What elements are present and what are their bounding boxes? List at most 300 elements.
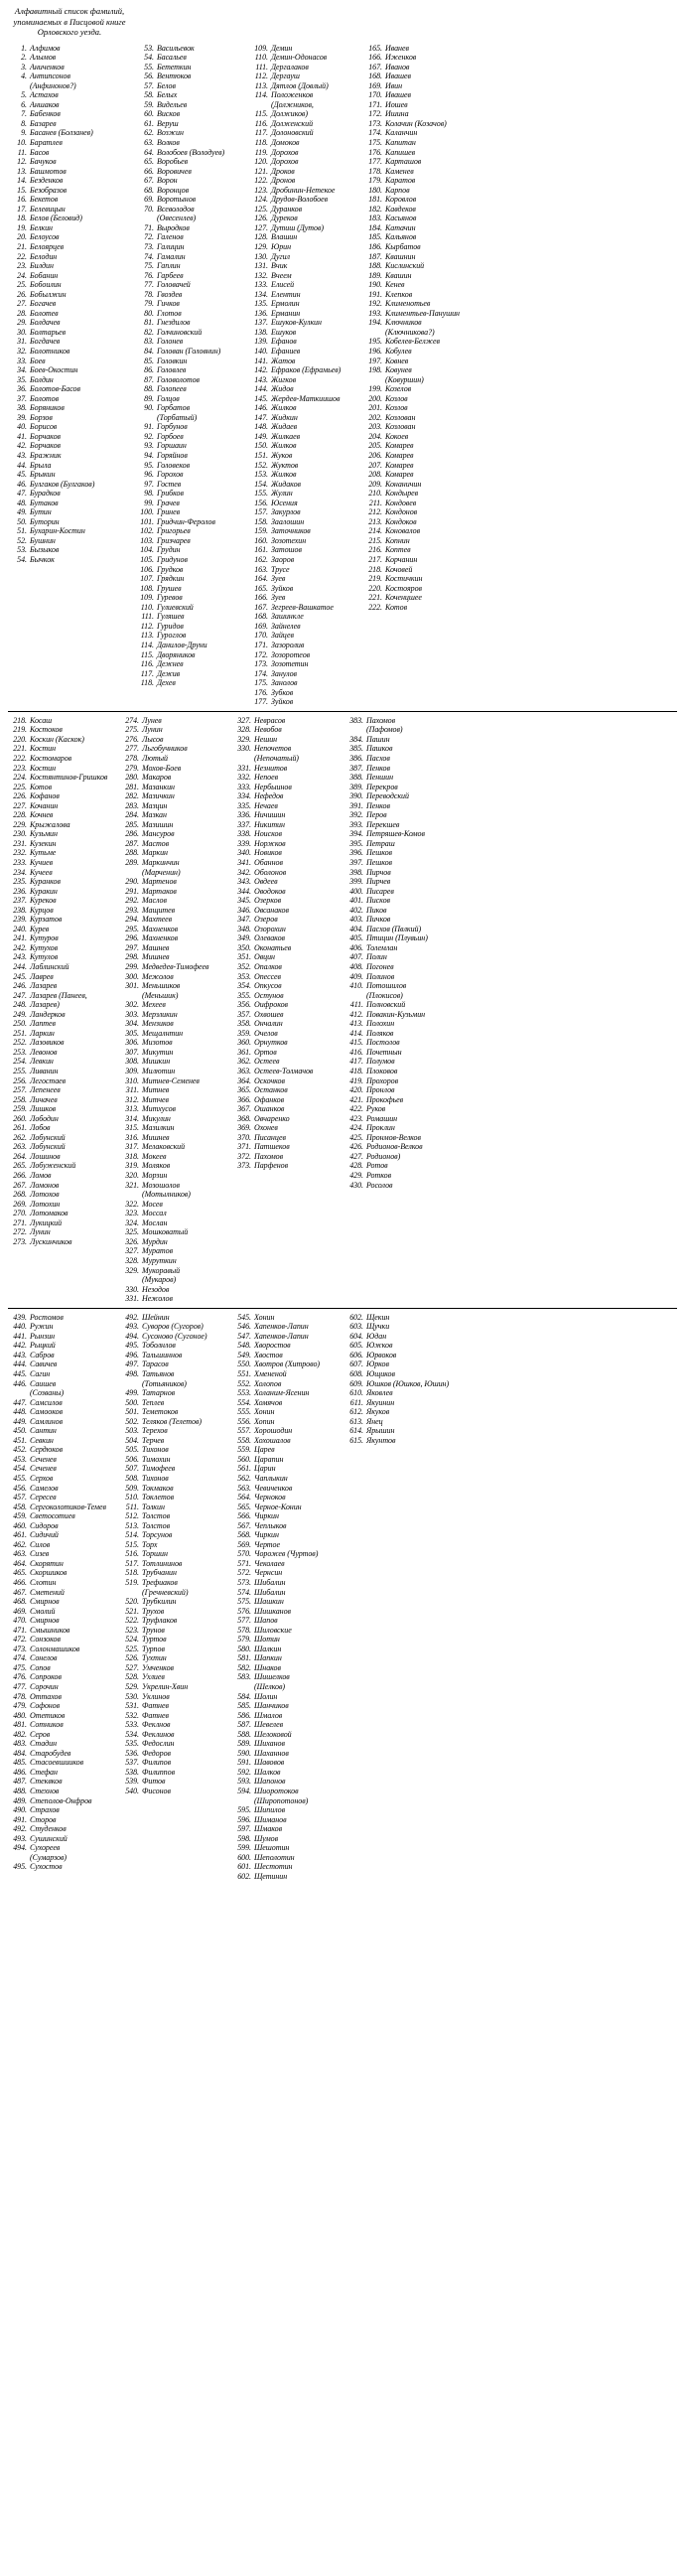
list-item-number: 409. bbox=[349, 971, 363, 981]
list-item-number: 345. bbox=[237, 896, 251, 906]
list-item-number: 453. bbox=[13, 1454, 27, 1464]
list-item bbox=[135, 290, 245, 300]
list-item bbox=[120, 1152, 228, 1162]
list-item-number: 181. bbox=[368, 195, 382, 205]
list-item bbox=[249, 365, 359, 375]
list-item-label: Тимохин bbox=[142, 1454, 171, 1464]
list-item-number: 425. bbox=[349, 1132, 363, 1142]
list-item-number: 548. bbox=[237, 1341, 251, 1351]
list-item bbox=[232, 1645, 341, 1654]
list-item-number: 82. bbox=[144, 327, 154, 337]
list-item bbox=[8, 906, 116, 916]
list-item-label: Зайнелев bbox=[271, 621, 301, 631]
list-item bbox=[232, 887, 341, 897]
list-item bbox=[8, 915, 116, 925]
list-item-label: Борзов bbox=[30, 412, 53, 422]
list-item-number: 593. bbox=[237, 1777, 251, 1787]
list-item bbox=[232, 744, 341, 754]
list-item bbox=[8, 1739, 116, 1749]
list-item bbox=[344, 1181, 453, 1191]
list-item-number: 25. bbox=[17, 280, 27, 290]
list-item bbox=[232, 933, 341, 943]
list-item-number: 504. bbox=[125, 1435, 139, 1445]
list-item bbox=[249, 432, 359, 442]
list-item bbox=[8, 461, 131, 471]
list-item-number: 598. bbox=[237, 1833, 251, 1843]
list-item-number: 67. bbox=[144, 176, 154, 186]
list-item-number: 277. bbox=[125, 744, 139, 754]
list-item-number: 169. bbox=[254, 621, 268, 631]
list-item bbox=[8, 877, 116, 887]
list-item-number: 114. bbox=[140, 640, 154, 649]
list-item-number: 579. bbox=[237, 1635, 251, 1645]
list-item bbox=[232, 1322, 341, 1332]
list-item bbox=[344, 1351, 450, 1360]
list-item-label: Грядкин bbox=[157, 574, 185, 584]
list-item-number: 174. bbox=[254, 668, 268, 678]
list-item bbox=[8, 1777, 116, 1787]
list-item-label: Шиловские bbox=[254, 1625, 292, 1635]
list-item-number: 208. bbox=[368, 470, 382, 480]
list-item bbox=[135, 53, 245, 63]
list-item-label: Бачуков bbox=[30, 157, 57, 167]
list-item-number: 518. bbox=[125, 1568, 139, 1578]
list-item-label: Шиманов bbox=[254, 1814, 287, 1824]
list-item bbox=[344, 1407, 450, 1417]
column-3 bbox=[249, 44, 363, 707]
list-item-label: Комарев bbox=[385, 470, 414, 480]
list-item bbox=[344, 1332, 450, 1342]
list-item-number: 474. bbox=[13, 1653, 27, 1663]
list-item bbox=[120, 1616, 228, 1626]
list-item-label: Сонзоков bbox=[30, 1635, 61, 1645]
list-item-number: 202. bbox=[368, 412, 382, 422]
list-item bbox=[363, 223, 474, 233]
list-item-label: Сторов bbox=[30, 1814, 57, 1824]
list-item-number: 47. bbox=[17, 489, 27, 499]
list-item-number: 284. bbox=[125, 810, 139, 820]
list-item bbox=[120, 1067, 228, 1076]
list-item-label: Озорохин bbox=[254, 924, 286, 933]
list-item bbox=[120, 1200, 228, 1210]
list-item bbox=[135, 128, 245, 138]
list-item bbox=[363, 186, 474, 196]
list-item bbox=[135, 536, 245, 546]
list-item-number: 168. bbox=[254, 612, 268, 622]
list-item-number: 326. bbox=[125, 1236, 139, 1246]
list-item-label: Царев bbox=[254, 1445, 275, 1455]
list-item-number: 476. bbox=[13, 1672, 27, 1682]
list-item-number: 144. bbox=[254, 384, 268, 394]
list-item bbox=[249, 413, 359, 423]
list-item-label: Дворяников bbox=[157, 649, 196, 659]
list-item-number: 4. bbox=[21, 72, 27, 81]
list-item bbox=[8, 357, 131, 366]
list-item-label: Ерманин bbox=[271, 308, 301, 318]
list-item-number: 410. bbox=[349, 981, 363, 991]
list-item-number: 609. bbox=[349, 1378, 363, 1388]
list-item-label: Сотников bbox=[30, 1720, 64, 1730]
list-item-number: 221. bbox=[368, 593, 382, 603]
list-item-number: 566. bbox=[237, 1511, 251, 1521]
list-item-label: Гаплин bbox=[157, 261, 181, 271]
list-item bbox=[344, 1313, 450, 1323]
list-item bbox=[8, 1493, 116, 1503]
list-item-number: 600. bbox=[237, 1852, 251, 1862]
list-item-number: 564. bbox=[237, 1493, 251, 1503]
list-item-label: Гнездилов bbox=[157, 318, 191, 328]
list-item-label: Чертое bbox=[254, 1539, 280, 1549]
list-item-label: Выродков bbox=[157, 222, 190, 232]
list-item bbox=[232, 1351, 341, 1360]
list-item bbox=[249, 81, 359, 91]
list-item bbox=[120, 1161, 228, 1171]
list-item-number: 354. bbox=[237, 981, 251, 991]
list-item-label: Межолов bbox=[142, 971, 174, 981]
list-item bbox=[120, 1181, 228, 1191]
list-item-label: Незнитов bbox=[254, 763, 288, 773]
list-item-label: Пасхов (Пвлкий) bbox=[366, 924, 422, 933]
list-item-label: Костоков bbox=[30, 725, 63, 735]
list-item-number: 52. bbox=[17, 535, 27, 545]
list-item bbox=[363, 507, 474, 517]
list-item-number: 450. bbox=[13, 1426, 27, 1436]
list-item-number: 55. bbox=[144, 62, 154, 72]
list-item-label: Очелов bbox=[254, 1028, 278, 1038]
list-item bbox=[363, 176, 474, 186]
list-item-label: Копнин bbox=[385, 535, 410, 545]
list-item-label: Мелаковский bbox=[142, 1142, 186, 1152]
list-item-number: 473. bbox=[13, 1644, 27, 1653]
list-item bbox=[232, 1076, 341, 1086]
list-item-number: 344. bbox=[237, 886, 251, 896]
list-item-label: Чиркин bbox=[254, 1511, 279, 1521]
list-item-number: 136. bbox=[254, 308, 268, 318]
list-item bbox=[120, 1266, 228, 1276]
list-item-number: 253. bbox=[13, 1047, 27, 1057]
list-item-number: 108. bbox=[140, 583, 154, 593]
list-item bbox=[120, 896, 228, 906]
list-item-label: Охонев bbox=[254, 1123, 278, 1133]
list-item-label: Курзатов bbox=[30, 915, 63, 925]
list-item-number: 492. bbox=[125, 1312, 139, 1322]
list-item-number: 607. bbox=[349, 1360, 363, 1369]
list-item bbox=[120, 1388, 228, 1398]
list-item-number: 109. bbox=[140, 593, 154, 603]
list-item bbox=[344, 1417, 450, 1427]
list-item-label: Клименотьев bbox=[385, 299, 431, 309]
list-item-number: 552. bbox=[237, 1378, 251, 1388]
list-item-label: Скоршиков bbox=[30, 1568, 68, 1578]
list-item-number: 612. bbox=[349, 1407, 363, 1417]
list-item-label: Возжин bbox=[157, 128, 184, 138]
surname-list bbox=[344, 716, 453, 1190]
list-item-number: 255. bbox=[13, 1067, 27, 1076]
list-item bbox=[344, 1322, 450, 1332]
list-item-number: 457. bbox=[13, 1493, 27, 1503]
list-item-number: 396. bbox=[349, 848, 363, 858]
list-item-number: 16. bbox=[17, 195, 27, 205]
list-item-label: Бухарин-Костин bbox=[30, 526, 85, 536]
list-item bbox=[363, 461, 474, 471]
list-item bbox=[232, 943, 341, 953]
list-item-number: 468. bbox=[13, 1597, 27, 1607]
list-item-label: Бутаков bbox=[30, 498, 59, 507]
list-item-label: (Торбатый) bbox=[157, 412, 198, 422]
list-item bbox=[363, 90, 474, 100]
list-item-label: Зубков bbox=[271, 687, 294, 697]
list-item bbox=[8, 820, 116, 830]
list-item bbox=[8, 1048, 116, 1058]
list-item bbox=[363, 271, 474, 281]
list-item-label: Хворостов bbox=[254, 1341, 291, 1351]
list-item-label: Коскин (Каскок) bbox=[30, 734, 84, 744]
list-item-label: Котов bbox=[385, 602, 408, 612]
columns-block-2 bbox=[8, 716, 677, 1304]
list-item-label: Лунин bbox=[30, 1227, 51, 1237]
list-item bbox=[249, 223, 359, 233]
list-item bbox=[135, 100, 245, 110]
list-item-number: 545. bbox=[237, 1312, 251, 1322]
list-item-label: Гуридов bbox=[157, 621, 184, 631]
list-item-number: 596. bbox=[237, 1814, 251, 1824]
list-item-number: 444. bbox=[13, 1360, 27, 1369]
list-item bbox=[8, 242, 131, 252]
list-item-number: 319. bbox=[125, 1161, 139, 1171]
list-item-number: 112. bbox=[254, 72, 268, 81]
list-item-label: Лобунский bbox=[30, 1132, 66, 1142]
list-item bbox=[232, 1142, 341, 1152]
list-item bbox=[249, 641, 359, 650]
list-item bbox=[232, 1568, 341, 1578]
list-item-number: 414. bbox=[349, 1028, 363, 1038]
list-item bbox=[232, 1000, 341, 1010]
list-item-label: Вчеем bbox=[271, 270, 292, 280]
list-item-label: Чернсин bbox=[254, 1568, 283, 1578]
list-item bbox=[232, 1067, 341, 1076]
list-item-label: Ешуков bbox=[271, 327, 297, 337]
list-item-number: 307. bbox=[125, 1047, 139, 1057]
list-item bbox=[120, 1142, 228, 1152]
list-item-label: Тотлининов bbox=[142, 1558, 183, 1568]
list-item bbox=[344, 1152, 453, 1162]
list-item-number: 481. bbox=[13, 1720, 27, 1730]
list-item-label: Ефраков (Ефрамьев) bbox=[271, 365, 342, 375]
list-item-label: Щучки bbox=[366, 1322, 390, 1332]
list-item-number: 269. bbox=[13, 1199, 27, 1209]
list-item-label: Головлев bbox=[157, 365, 187, 375]
list-item bbox=[363, 157, 474, 167]
list-item-label: Болотев bbox=[30, 308, 59, 318]
list-item bbox=[8, 309, 131, 319]
list-item-number: 201. bbox=[368, 403, 382, 413]
list-item bbox=[8, 1369, 116, 1379]
list-item-number: 533. bbox=[125, 1720, 139, 1730]
list-item-number: 603. bbox=[349, 1322, 363, 1332]
list-item bbox=[232, 716, 341, 726]
list-item-number: 64. bbox=[144, 147, 154, 157]
list-item bbox=[249, 167, 359, 177]
list-item bbox=[344, 839, 453, 849]
list-item-number: 303. bbox=[125, 1009, 139, 1019]
list-item-label: Чеколаев bbox=[254, 1558, 285, 1568]
list-item bbox=[344, 915, 453, 925]
list-item-number: 99. bbox=[144, 498, 154, 507]
list-item-number: 245. bbox=[13, 971, 27, 981]
list-item-label: Бобылжин bbox=[30, 289, 67, 299]
list-item-number: 328. bbox=[125, 1255, 139, 1265]
list-item bbox=[135, 526, 245, 536]
list-item-number: 561. bbox=[237, 1464, 251, 1474]
list-item bbox=[120, 1000, 228, 1010]
list-item-label: Куреков bbox=[30, 896, 57, 906]
list-item-label: Писанцев bbox=[254, 1132, 286, 1142]
list-item bbox=[249, 90, 359, 100]
list-item-number: 517. bbox=[125, 1558, 139, 1568]
list-item bbox=[232, 1540, 341, 1550]
list-item-label: Иженков bbox=[385, 53, 417, 63]
list-item-label: Тихонов bbox=[142, 1473, 169, 1483]
list-item bbox=[8, 176, 131, 186]
list-item bbox=[232, 1739, 341, 1749]
list-item-label: Яковлев bbox=[366, 1388, 393, 1398]
list-item bbox=[363, 489, 474, 499]
list-item-number: 178. bbox=[368, 166, 382, 176]
list-item-number: 315. bbox=[125, 1123, 139, 1133]
list-item-label: Фатнев bbox=[142, 1710, 169, 1720]
list-item bbox=[232, 1663, 341, 1673]
list-item bbox=[135, 451, 245, 461]
list-item-label: Митхусов bbox=[142, 1104, 176, 1114]
list-item-label: Петраш bbox=[366, 838, 395, 848]
list-item bbox=[344, 887, 453, 897]
list-item-number: 386. bbox=[349, 753, 363, 763]
list-item bbox=[249, 232, 359, 242]
list-item bbox=[232, 962, 341, 972]
list-item bbox=[249, 157, 359, 167]
list-item bbox=[8, 801, 116, 811]
list-item-number: 441. bbox=[13, 1331, 27, 1341]
list-item-label: Туртов bbox=[142, 1635, 167, 1645]
list-item-number: 240. bbox=[13, 924, 27, 933]
list-item-label: Муруткин bbox=[142, 1255, 177, 1265]
list-item-label: Машнев bbox=[142, 942, 170, 952]
list-item bbox=[8, 252, 131, 262]
list-item bbox=[8, 1730, 116, 1740]
list-item-number: 207. bbox=[368, 460, 382, 470]
list-item bbox=[135, 63, 245, 72]
list-item-number: 244. bbox=[13, 962, 27, 971]
list-item-number: 122. bbox=[254, 176, 268, 186]
list-item-number: 519. bbox=[125, 1578, 139, 1587]
list-item-number: 42. bbox=[17, 441, 27, 451]
list-item-label: Кавдеков bbox=[385, 204, 416, 214]
list-item bbox=[232, 1493, 341, 1503]
list-item-label: Царапин bbox=[254, 1454, 284, 1464]
list-item-label: Белоярцев bbox=[30, 241, 65, 251]
list-item-number: 576. bbox=[237, 1606, 251, 1616]
list-item bbox=[8, 441, 131, 451]
list-item-number: 389. bbox=[349, 782, 363, 791]
list-item bbox=[120, 1530, 228, 1540]
list-item-number: 73. bbox=[144, 241, 154, 251]
list-item-number: 480. bbox=[13, 1710, 27, 1720]
list-item bbox=[8, 195, 131, 205]
list-item bbox=[363, 470, 474, 480]
list-item bbox=[120, 1048, 228, 1058]
list-item-number: 78. bbox=[144, 289, 154, 299]
list-item-number: 534. bbox=[125, 1729, 139, 1739]
list-item-label: Волобоев (Володуев) bbox=[157, 147, 225, 157]
list-item-label: Занолов bbox=[271, 678, 298, 688]
list-item bbox=[120, 1332, 228, 1342]
list-item-label: Толемлан bbox=[366, 942, 398, 952]
list-item bbox=[120, 1588, 228, 1598]
list-item-label: Лускинчиков bbox=[30, 1236, 72, 1246]
list-item-number: 406. bbox=[349, 942, 363, 952]
list-item bbox=[120, 1474, 228, 1484]
list-item-number: 455. bbox=[13, 1473, 27, 1483]
list-item-label: Морзин bbox=[142, 1171, 168, 1181]
list-item-label: Гуроглов bbox=[157, 631, 187, 641]
list-item-number: 166. bbox=[254, 593, 268, 603]
list-item-label: Ермолин bbox=[271, 299, 300, 309]
list-item-label: Оскочков bbox=[254, 1075, 285, 1085]
list-item-number: 367. bbox=[237, 1104, 251, 1114]
list-item-number: 360. bbox=[237, 1038, 251, 1048]
list-item-label: Костянтинов-Гришков bbox=[30, 773, 108, 783]
list-item-label: Капишев bbox=[385, 147, 416, 157]
list-item-number: 75. bbox=[144, 261, 154, 271]
list-item-label: Костомаров bbox=[30, 753, 72, 763]
list-item-number: 507. bbox=[125, 1464, 139, 1474]
list-item bbox=[8, 1758, 116, 1768]
list-item bbox=[120, 972, 228, 982]
list-item-number: 384. bbox=[349, 734, 363, 744]
list-item bbox=[232, 764, 341, 774]
list-item-number: 330. bbox=[237, 744, 251, 754]
list-item-label: Гамалин bbox=[157, 251, 186, 261]
list-item-number: 148. bbox=[254, 422, 268, 432]
list-item bbox=[232, 1588, 341, 1598]
list-item-label: Аниченков bbox=[30, 62, 65, 72]
list-item-label: Тоболнлов bbox=[142, 1341, 176, 1351]
list-item bbox=[135, 480, 245, 490]
list-item-label: Болотников bbox=[30, 347, 70, 356]
list-item bbox=[232, 1445, 341, 1455]
list-item bbox=[249, 119, 359, 129]
list-item bbox=[8, 1152, 116, 1162]
list-item-label: Комарев bbox=[385, 451, 414, 461]
list-item-label: Митчев bbox=[142, 1094, 169, 1104]
list-item-label: Медведев-Тимофеев bbox=[142, 962, 209, 971]
list-item-number: 443. bbox=[13, 1350, 27, 1360]
list-item-number: 219. bbox=[368, 574, 382, 584]
list-item-number: 270. bbox=[13, 1209, 27, 1218]
list-item-number: 516. bbox=[125, 1549, 139, 1559]
list-item-number: 114. bbox=[254, 90, 268, 100]
list-item bbox=[8, 1768, 116, 1778]
list-item-label: Трусе bbox=[271, 564, 290, 574]
list-item-label: Сизев bbox=[30, 1549, 50, 1559]
list-item-number: 492. bbox=[13, 1824, 27, 1834]
list-item bbox=[120, 1379, 228, 1389]
list-item bbox=[344, 925, 453, 934]
list-item-number: 327. bbox=[237, 715, 251, 725]
list-item-label: Зуев bbox=[271, 574, 286, 584]
list-item bbox=[120, 1256, 228, 1266]
list-item-number: 258. bbox=[13, 1094, 27, 1104]
